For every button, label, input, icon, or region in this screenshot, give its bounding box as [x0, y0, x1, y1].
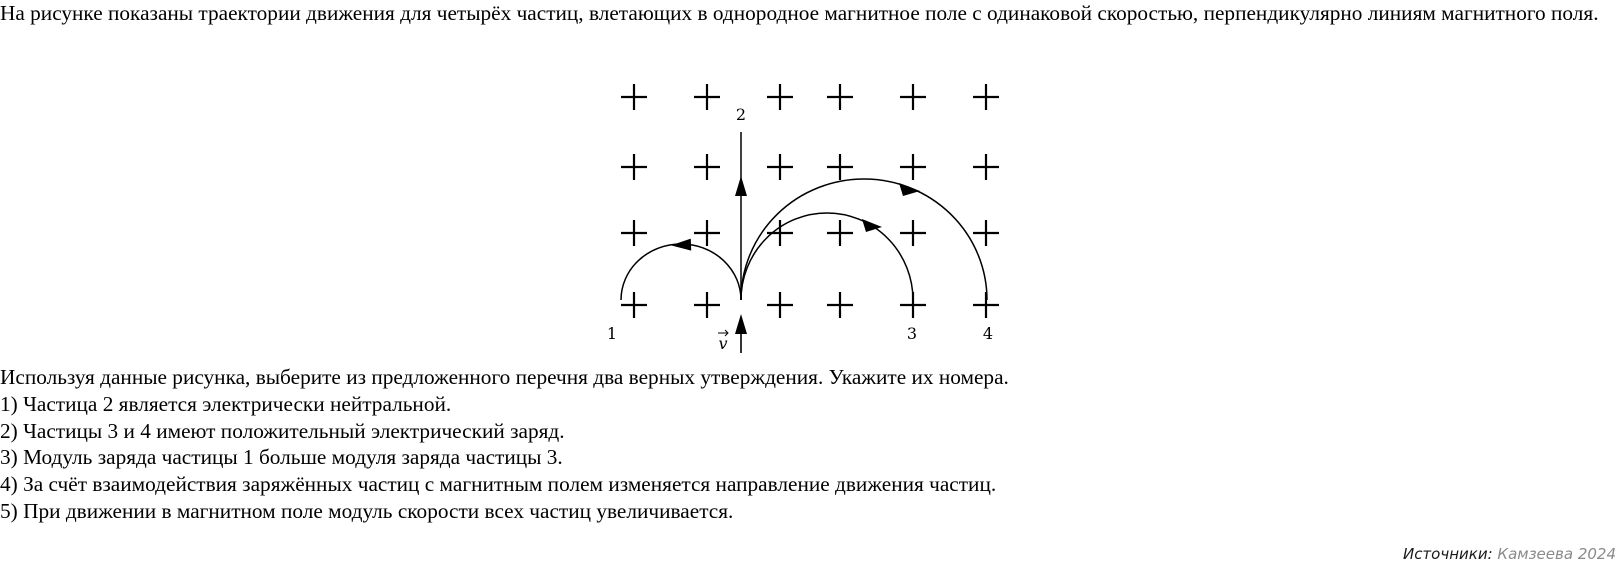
- source-link[interactable]: Камзеева 2024: [1497, 545, 1616, 563]
- label-velocity: v: [718, 334, 728, 353]
- label-particle-2: 2: [735, 105, 747, 124]
- trajectory-1: [621, 239, 741, 300]
- answer-option-5: 5) При движении в магнитном поле модуль скорости всех частиц увеличивается.: [0, 498, 734, 523]
- answer-option-1: 1) Частица 2 является электрически нейтральной.: [0, 391, 452, 416]
- arrowhead-icon: [671, 239, 691, 252]
- answer-option-2: 2) Частицы 3 и 4 имеют положительный электрический заряд.: [0, 418, 565, 443]
- label-particle-3: 3: [906, 324, 918, 343]
- label-particle-4: 4: [982, 324, 994, 343]
- arrowhead-icon: [735, 176, 747, 196]
- source-attribution: [1403, 545, 1616, 563]
- trajectory-4: [741, 179, 987, 300]
- question-block: [0, 364, 1616, 525]
- velocity-arrow: [735, 314, 747, 353]
- velocity-label: [718, 330, 728, 353]
- arrowhead-icon: [735, 314, 747, 334]
- answer-option-4: 4) За счёт взаимодействия заряжённых частиц с магнитным полем изменяется направление движения частиц.: [0, 472, 997, 497]
- question-prompt: Используя данные рисунка, выберите из предложенного перечня два верных утверждения. Укажите их номера.: [0, 365, 1009, 389]
- arrowhead-icon: [899, 183, 920, 196]
- answer-option-3: 3) Модуль заряда частицы 1 больше модуля заряда частицы 3.: [0, 445, 563, 470]
- source-label: Источники:: [1402, 545, 1493, 563]
- problem-intro: На рисунке показаны траектории движения для четырёх частиц, влетающих в однородное магнитное поле с одинаковой скоростью, перпендикулярно линиям магнитного поля.: [0, 1, 1599, 25]
- field-markers: [621, 84, 999, 318]
- label-particle-1: 1: [606, 324, 618, 343]
